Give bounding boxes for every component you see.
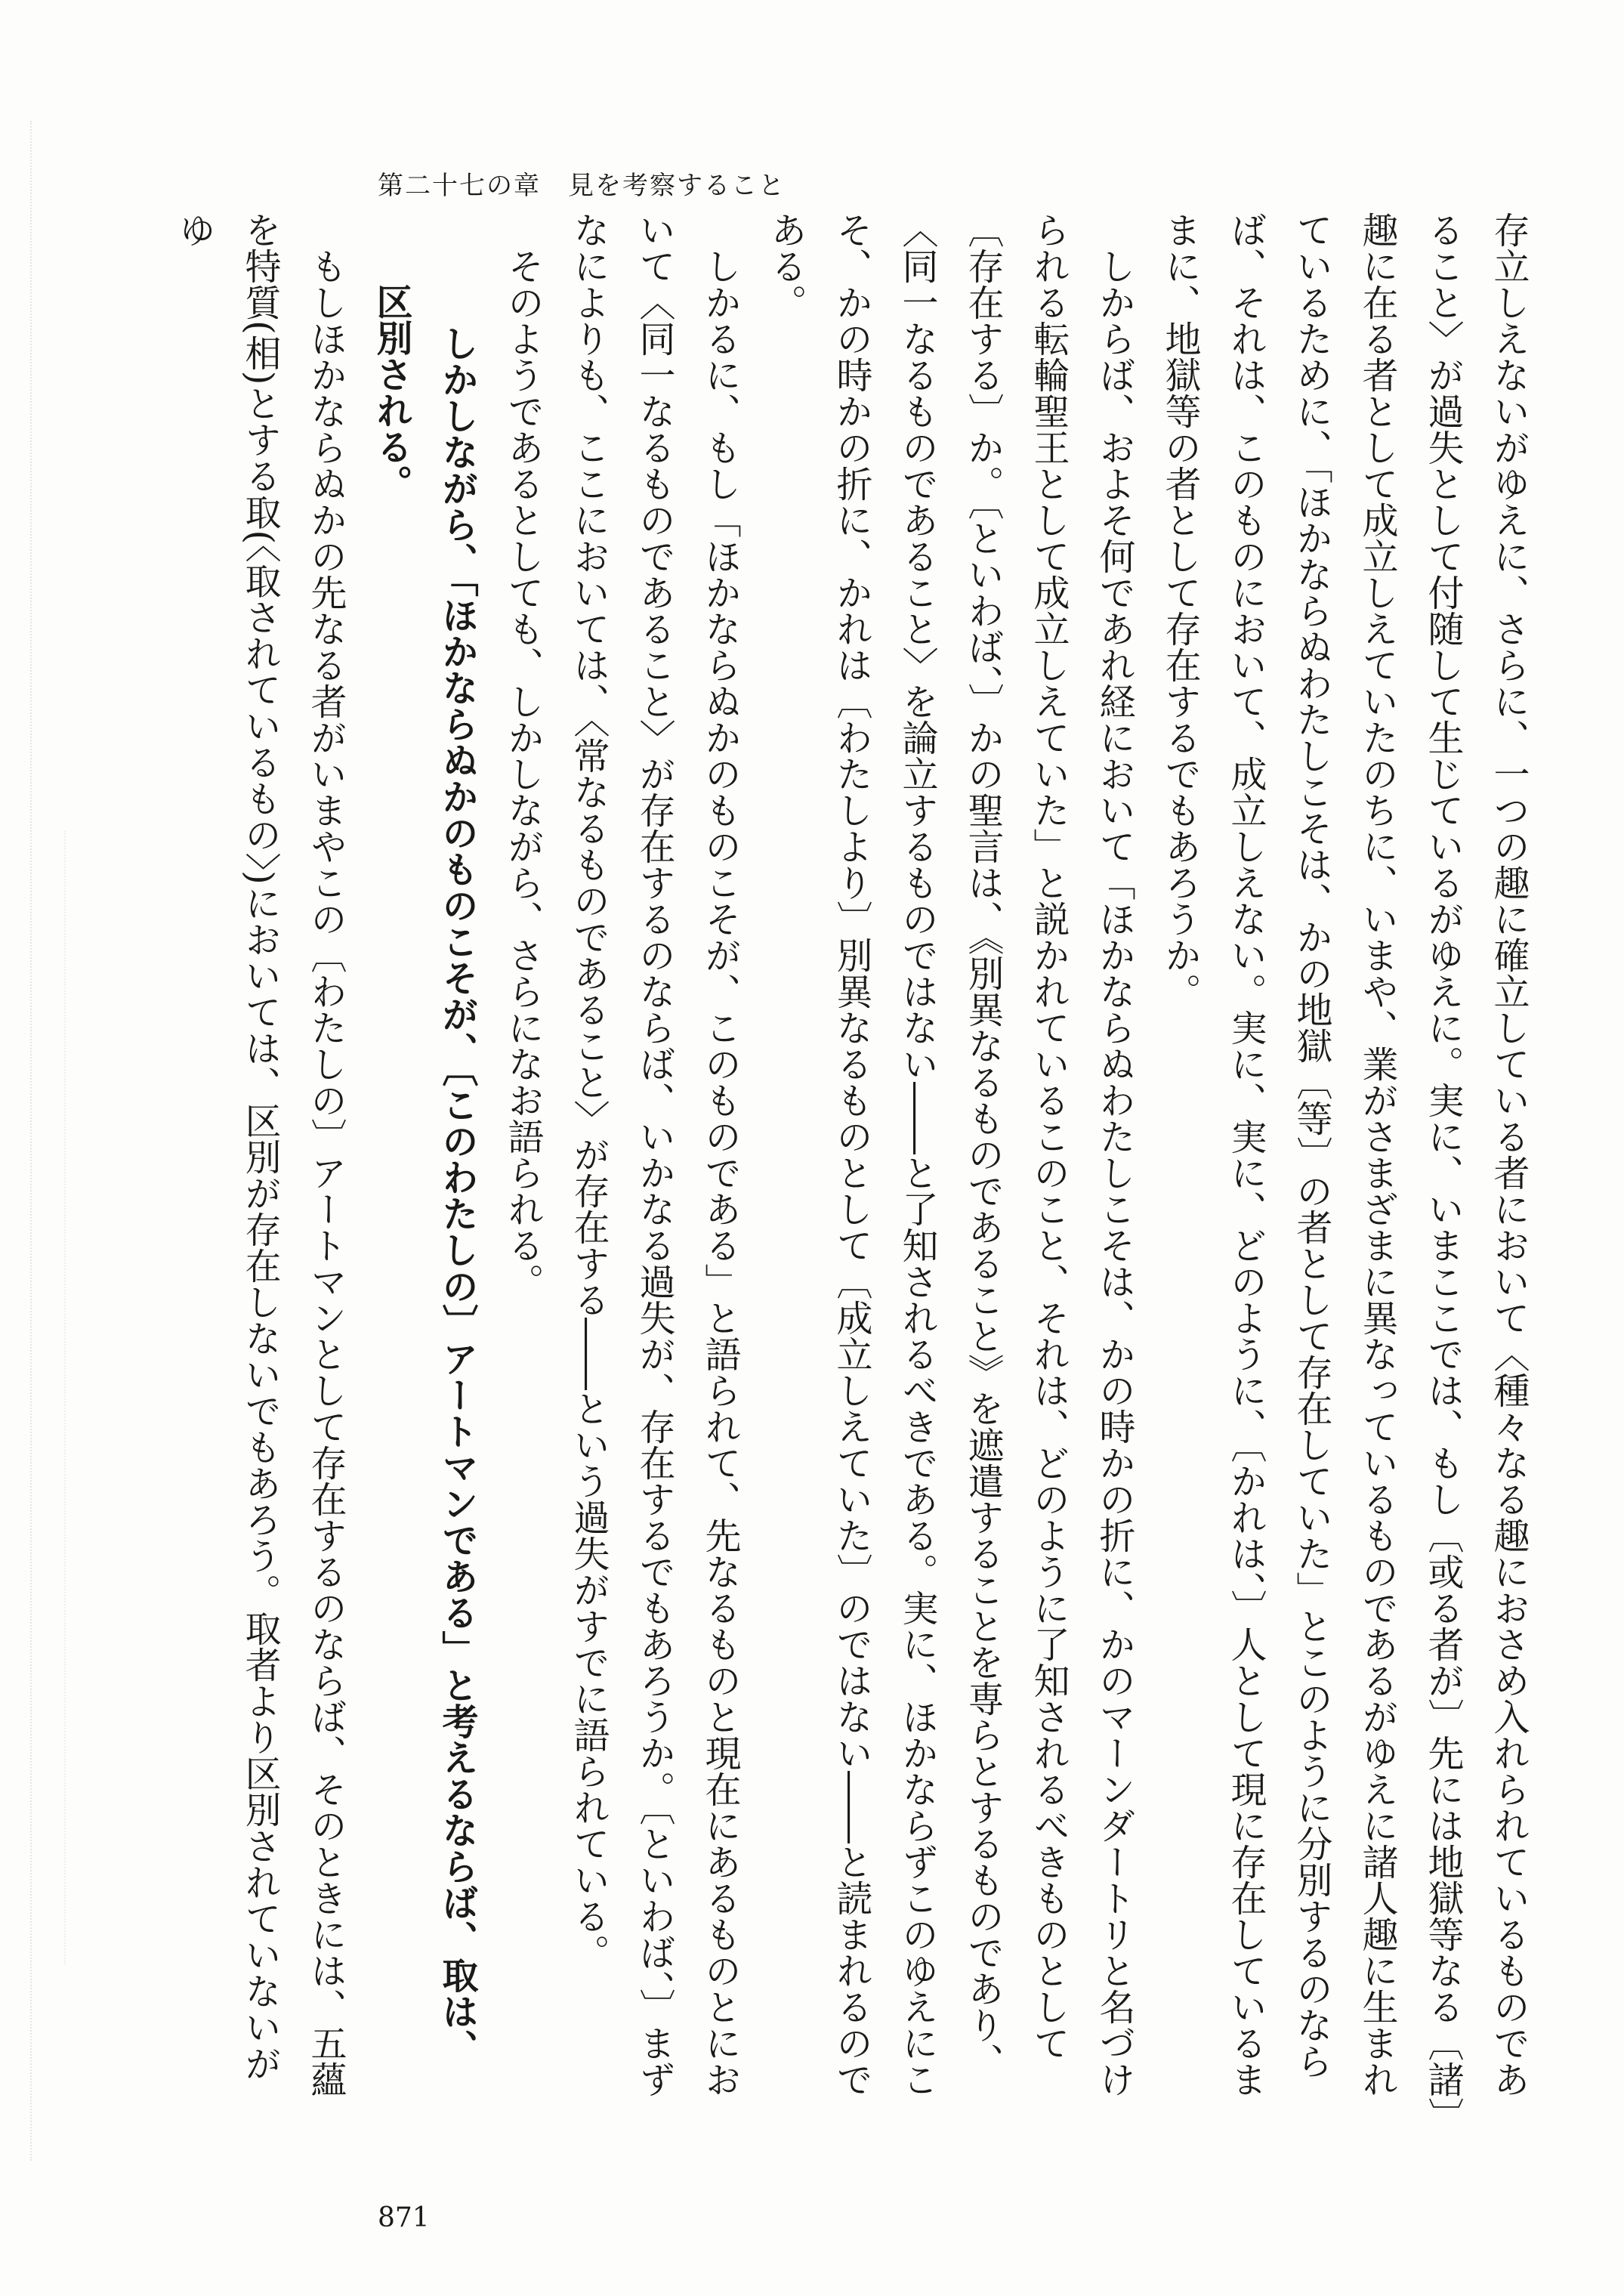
running-head: 第二十七の章 見を考察すること [378, 171, 786, 201]
scan-gutter-mark [64, 831, 111, 1964]
verse-line: 区別される。 [370, 283, 412, 501]
paragraph: 存立しえないがゆえに、さらに、一つの趣に確立している者において〈種々なる趣におさめ入れられているものであること〉が過失として付随して生じているがゆえに。実に、いまここでは、もし〔或る者が〕先には地獄等なる〔諸〕趣に在る者として成立しえていたのちに、いまや、業がさまざまに異なっているものであるがゆえに諸人趣に生まれているために、「ほかならぬわたしこそは、かの地獄〔等〕の者として存在していた」とこのように分別するのならば、それは、このものにおいて、成立しえない。実に、実に、どのように、〔かれは、〕人として現に存在しているままに、地獄等の者として存在するでもあろうか。 [1159, 212, 1530, 2115]
vertical-text-block [173, 212, 1541, 2115]
paragraph: しからば、およそ何であれ経において「ほかならぬわたしこそは、かの時かの折に、かのマーンダートリと名づけられる転輪聖王として成立しえていた」と説かれているこのこと、それは、どのように了知されるべきものとして〔存在する〕か。〔といわば、〕かの聖言は、《別異なるものであること》を遮遣することを専らとするものであり、〈同一なるものであること〉を論立するものではない――と了知されるべきである。実に、ほかならずこのゆえにこそ、かの時かの折に、かれは〔わたしより〕別異なるものとして〔成立しえていた〕のではない――と読まれるのである。 [764, 212, 1135, 2097]
paragraph: しかるに、もし「ほかならぬかのものこそが、このものである」と語られて、先なるものと現在にあるものとにおいて〈同一なるものであること〉が存在するのならば、いかなる過失が、存在するでもあろうか。〔といわば、〕まずなによりも、ここにおいては、〈常なるものであること〉が存在する――という過失がすでに語られている。 [567, 212, 741, 2097]
page-number: 871 [378, 2202, 430, 2233]
paragraph: そのようであるとしても、しかしながら、さらになお語られる。 [502, 248, 544, 1299]
paragraph: もしほかならぬかの先なる者がいまやこの〔わたしの〕アートマンとして存在するのならば、そのときには、五蘊を特質(相)とする取(〈取されているもの〉)においては、区別が存在しないでもあろう。取者より区別されていないがゆ [173, 212, 347, 2097]
verse-line: しかしながら、「ほかならぬかのものこそが、〔このわたしの〕アートマンである」と考えるならば、取は、 [436, 325, 478, 2066]
